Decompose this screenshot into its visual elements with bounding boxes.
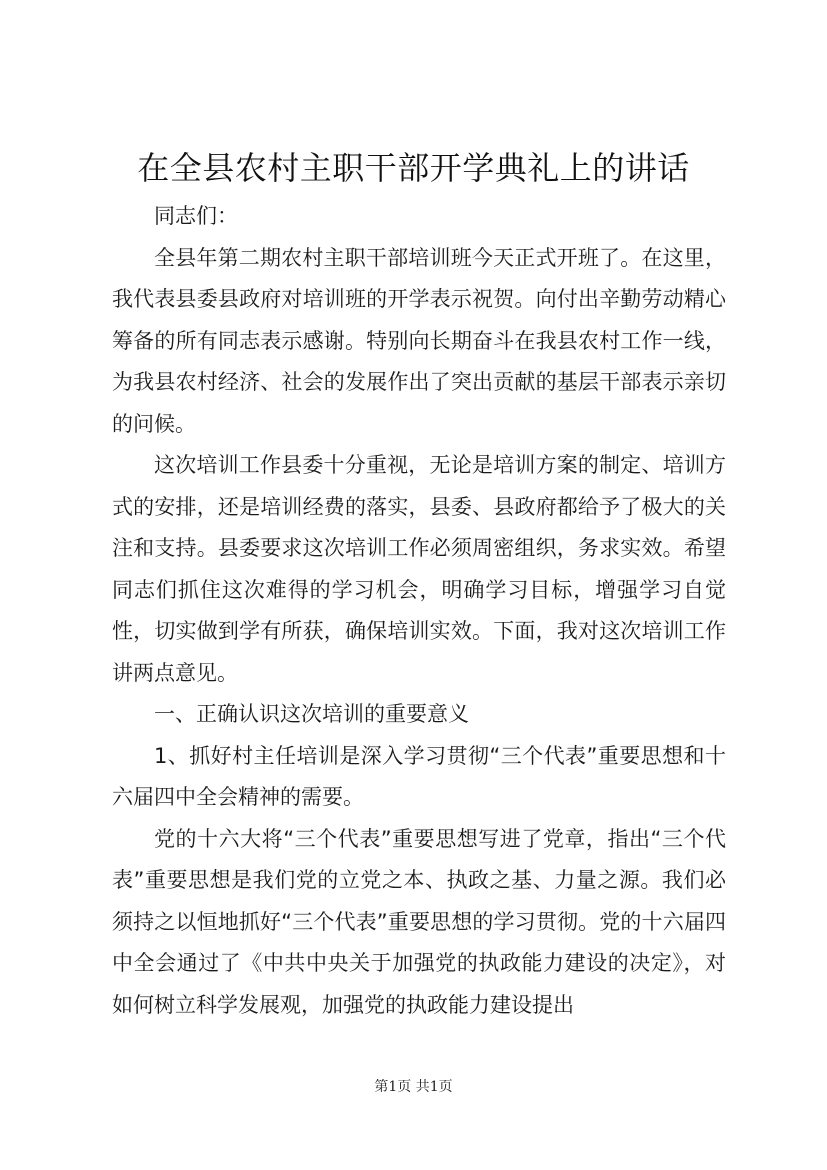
section-heading-1: 一、正确认识这次培训的重要意义 <box>154 702 469 726</box>
subsection-heading-1: 1、抓好村主任培训是深入学习贯彻“三个代表”重要思想和十六届四中全会精神的需要。 <box>112 743 726 809</box>
page-number-footer: 第1页 共1页 <box>374 1079 453 1095</box>
importance-paragraph: 这次培训工作县委十分重视，无论是培训方案的制定、培训方式的安排，还是培训经费的落实，县委、县政府都给予了极大的关注和支持。县委要求这次培训工作必须周密组织，务求实效。希望同志们抓住这次难得的学习机会，明确学习目标，增强学习自觉性，切实做到学有所获，确保培训实效。下面，我对这次培训工作讲两点意见。 <box>112 453 726 685</box>
body-paragraph: 党的十六大将“三个代表”重要思想写进了党章，指出“三个代表”重要思想是我们党的立党之本、执政之基、力量之源。我们必须持之以恒地抓好“三个代表”重要思想的学习贯彻。党的十六届四中全会通过了《中共中央关于加强党的执政能力建设的决定》，对如何树立科学发展观，加强党的执政能力建设提出 <box>112 826 726 1017</box>
salutation-paragraph: 同志们： <box>154 204 238 228</box>
opening-paragraph: 全县年第二期农村主职干部培训班今天正式开班了。在这里，我代表县委县政府对培训班的开学表示祝贺。向付出辛勤劳动精心筹备的所有同志表示感谢。特别向长期奋斗在我县农村工作一线，为我县农村经济、社会的发展作出了突出贡献的基层干部表示亲切的问候。 <box>112 245 726 436</box>
document-title: 在全县农村主职干部开学典礼上的讲话 <box>137 149 690 187</box>
document-body <box>112 196 726 1026</box>
